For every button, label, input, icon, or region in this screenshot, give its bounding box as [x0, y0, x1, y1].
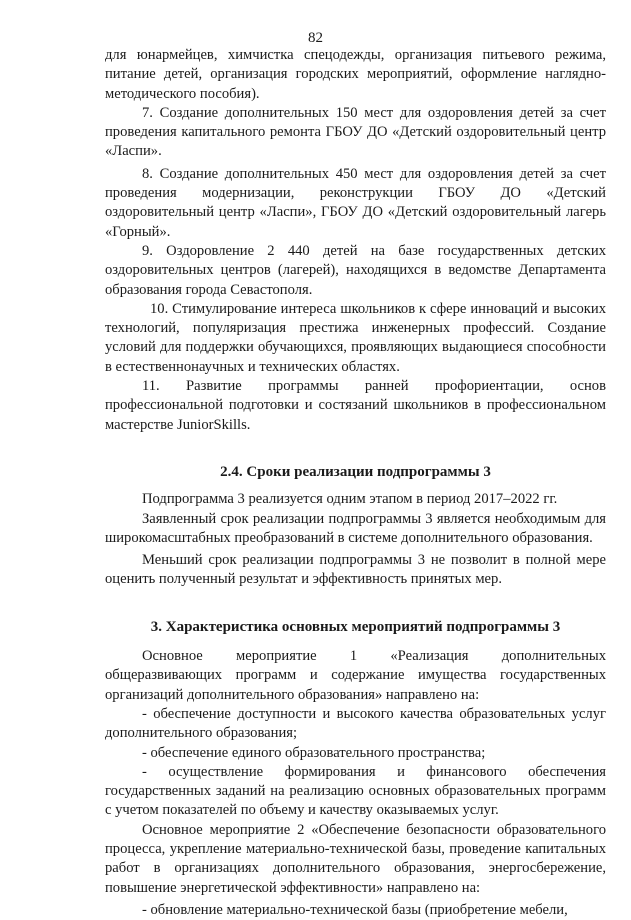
- paragraph: - обеспечение доступности и высокого качества образовательных услуг дополнительного образования;: [105, 705, 606, 742]
- paragraph: Меньший срок реализации подпрограммы 3 не позволит в полной мере оценить полученный результат и эффективность принятых мер.: [105, 552, 606, 588]
- paragraph: Заявленный срок реализации подпрограммы 3 является необходимым для широкомасштабных преобразований в системе дополнительного образования.: [105, 510, 606, 546]
- paragraph: 7. Создание дополнительных 150 мест для оздоровления детей за счет проведения капитального ремонта ГБОУ ДО «Детский оздоровительный центр «Ласпи».: [105, 104, 606, 160]
- paragraph: - осуществление формирования и финансового обеспечения государственных заданий на реализацию основных образовательных программ с учетом показателей по объему и качеству оказываемых услуг.: [105, 763, 606, 819]
- page-number: 82: [308, 30, 323, 46]
- paragraph: Основное мероприятие 1 «Реализация дополнительных общеразвивающих программ и содержание имущества государственных организаций дополнительного образования» направлено на:: [105, 648, 606, 703]
- paragraph: - обеспечение единого образовательного пространства;: [142, 744, 486, 761]
- section-heading: 2.4. Сроки реализации подпрограммы 3: [220, 463, 491, 480]
- paragraph: - обновление материально-технической базы (приобретение мебели,: [142, 901, 568, 918]
- paragraph: 11. Развитие программы ранней профориентации, основ профессиональной подготовки и состязаний школьников в профессиональном мастерстве JuniorSkills.: [105, 378, 606, 433]
- paragraph: для юнармейцев, химчистка спецодежды, организация питьевого режима, питание детей, организация городских мероприятий, оформление наглядно-методического пособия).: [105, 47, 606, 102]
- paragraph: 9. Оздоровление 2 440 детей на базе государственных детских оздоровительных центров (лагерей), находящихся в ведомстве Департамента образования города Севастополя.: [105, 242, 606, 298]
- paragraph: Основное мероприятие 2 «Обеспечение безопасности образовательного процесса, укрепление материально-технической базы, проведение капитальных работ в организациях дополнительного образования, энергосбережение, повышение энергетической эффективности» направлено на:: [105, 821, 606, 896]
- paragraph: 8. Создание дополнительных 450 мест для оздоровления детей за счет проведения модернизации, реконструкции ГБОУ ДО «Детский оздоровительный центр «Ласпи», ГБОУ ДО «Детский оздоровительный лагерь «Горный».: [105, 165, 606, 240]
- paragraph: Подпрограмма 3 реализуется одним этапом в период 2017–2022 гг.: [142, 491, 558, 508]
- section-heading: 3. Характеристика основных мероприятий подпрограммы 3: [150, 618, 561, 635]
- paragraph: 10. Стимулирование интереса школьников к сфере инноваций и высоких технологий, популяризация престижа инженерных профессий. Создание условий для поддержки обучающихся, проявляющих выдающиеся способности в естественнонаучных и технических областях.: [105, 300, 606, 375]
- document-body: [105, 46, 606, 920]
